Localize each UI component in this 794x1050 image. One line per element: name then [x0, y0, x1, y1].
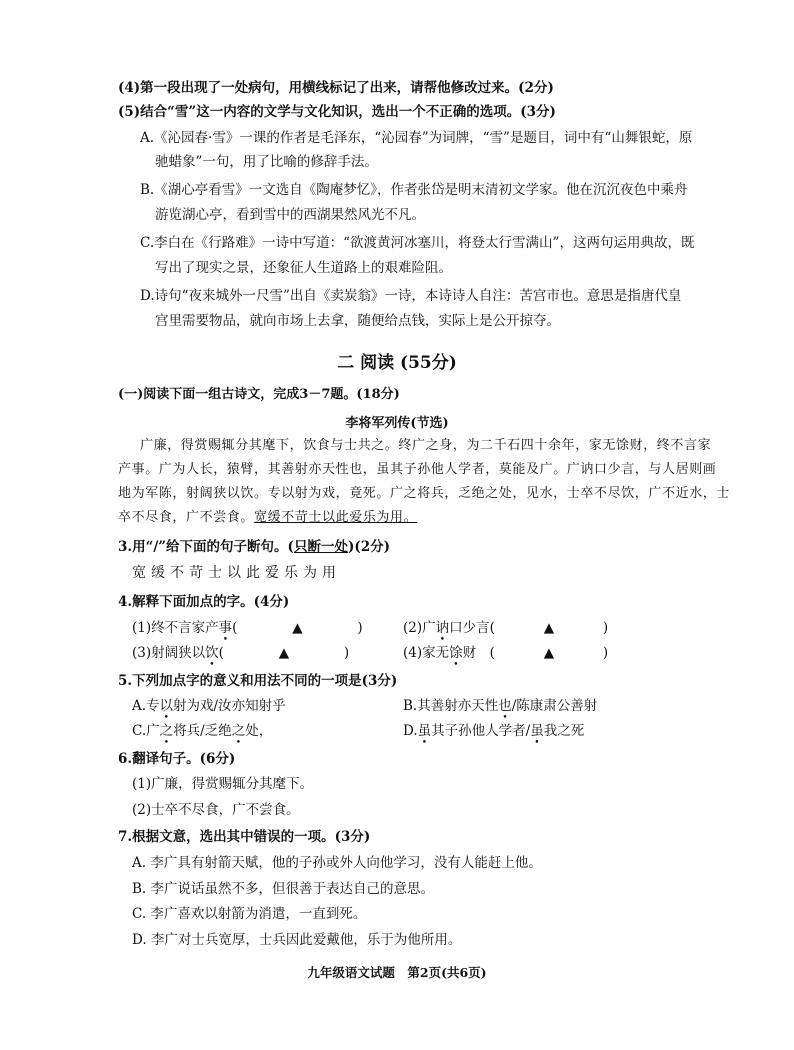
q5-option-c [132, 721, 272, 741]
option-d-line2: 宫里需要物品，就向市场上去拿，随便给点钱，实际上是公开掠夺。 [155, 313, 560, 329]
q3-text-a: 3.用“/”给下面的句子断句。( [118, 539, 294, 555]
q5-c-pre: C.广 [132, 723, 160, 739]
dotted-char: 虽 [417, 723, 432, 739]
q3-sentence: 宽缓不苛士以此爱乐为用 [132, 565, 341, 581]
answer-triangle-icon: ▲ [278, 645, 290, 661]
option-a-line1: A.《沁园春·雪》一课的作者是毛泽东，“沁园春”为词牌，“雪”是题目，词中有“山舞银蛇，原 [140, 130, 693, 146]
q7-option-d: D. 李广对士兵宽厚，士兵因此爱戴他，乐于为他所用。 [132, 932, 462, 948]
q4-item-1 [132, 618, 363, 638]
q5-option-a [132, 696, 286, 716]
dotted-char: 讷 [435, 620, 450, 636]
q4-item-3-open: ( [218, 645, 224, 661]
q6-sentence-1: (1)广廉，得赏赐辄分其麾下。 [132, 776, 314, 792]
section-title: 二 阅读 (55分) [337, 353, 457, 373]
option-b-line2: 游览湖心亭，看到雪中的西湖果然风光不凡。 [155, 207, 425, 223]
underlined-sentence: 宽缓不苛士以此爱乐为用。 [254, 510, 418, 525]
passage-line-1: 广廉，得赏赐辄分其麾下，饮食与士共之。终广之身，为二千石四十余年，家无馀财，终不言家 [140, 438, 712, 453]
q5-option-b [403, 696, 597, 716]
answer-triangle-icon: ▲ [292, 620, 303, 636]
q5-b-pre: B.其善射亦天性 [403, 698, 499, 714]
q7-option-c: C. 李广喜欢以射箭为消遣，一直到死。 [132, 906, 367, 922]
section-intro: (一)阅读下面一组古诗文，完成3－7题。(18分) [118, 387, 400, 402]
q5-d-pre: D. [403, 723, 418, 739]
q7-option-a: A. 李广具有射箭天赋，他的子孙或外人向他学习，没有人能赶上他。 [132, 855, 542, 871]
q4-item-4-close: ) [602, 645, 609, 661]
question-7-title: 7.根据文意，选出其中错误的一项。(3分) [118, 829, 371, 845]
q5-d-mid: 其子孙他人学者/ [431, 723, 531, 739]
dotted-char: 以 [159, 698, 174, 714]
q7-option-b: B. 李广说话虽然不多，但很善于表达自己的意思。 [132, 881, 435, 897]
option-d-line1: D.诗句“夜来城外一尺雪”出自《卖炭翁》一诗，本诗诗人自注：苦宫市也。意思是指唐代皇 [140, 288, 682, 304]
q4-item-4 [403, 643, 608, 663]
question-4-part1: (4)第一段出现了一处病句，用横线标记了出来，请帮他修改过来。(2分) [118, 80, 554, 96]
q5-d-post: 我之死 [543, 723, 585, 739]
q4-item-2-close: ) [602, 620, 609, 636]
q4-item-1-close: ) [357, 620, 363, 636]
q4-item-4-open: 财 ( [462, 645, 495, 661]
q3-emphasis: 只断一处 [293, 539, 348, 555]
q4-item-2-open: 口少言( [449, 620, 495, 636]
dotted-char: 之 [159, 723, 174, 739]
passage-title: 李将军列传(节选) [345, 416, 449, 431]
question-6-title: 6.翻译句子。(6分) [118, 751, 236, 767]
q5-a-pre: A.专 [132, 698, 160, 714]
q5-option-d [403, 721, 584, 741]
passage-line-4-text: 卒不尽食，广不尝食。 [118, 510, 255, 525]
dotted-char: 馀 [449, 645, 463, 661]
question-3-title [118, 537, 390, 557]
q4-item-3-close: ) [343, 645, 350, 661]
dotted-char: 虽 [530, 723, 544, 739]
option-b-line1: B.《湖心亭看雪》一文选自《陶庵梦忆》，作者张岱是明末清初文学家。他在沉沉夜色中乘舟 [140, 182, 688, 198]
dotted-char: 也 [498, 698, 512, 714]
page-footer: 九年级语文试题 第2页(共6页) [307, 965, 487, 980]
q4-item-1-pre: (1)终不言家产 [132, 620, 219, 636]
q4-item-2-pre: (2)广 [403, 620, 436, 636]
dotted-char: 之 [231, 723, 246, 739]
q4-item-3 [132, 643, 349, 663]
question-5-part1: (5)结合“雪”这一内容的文学与文化知识，选出一个不正确的选项。(3分) [118, 104, 556, 120]
dotted-char: 饮 [205, 645, 219, 661]
option-c-line1: C.李白在《行路难》一诗中写道：“欲渡黄河冰塞川，将登太行雪满山”，这两句运用典故，既 [140, 235, 695, 251]
answer-triangle-icon: ▲ [543, 620, 555, 636]
q6-sentence-2: (2)士卒不尽食，广不尝食。 [132, 802, 300, 818]
q3-text-c: )(2分) [347, 539, 391, 555]
answer-triangle-icon: ▲ [543, 645, 555, 661]
option-c-line2: 写出了现实之景，还象征人生道路上的艰难险阻。 [155, 260, 452, 276]
passage-line-3: 地为军陈，射阔狭以饮。专以射为戏，竟死。广之将兵，乏绝之处，见水，士卒不尽饮，广不近水，士 [118, 486, 731, 501]
option-a-line2: 驰蜡象”一句，用了比喻的修辞手法。 [155, 154, 378, 170]
q5-a-rest: 射为戏/汝亦知射乎 [173, 698, 286, 714]
dotted-char: 事 [218, 620, 233, 636]
question-4-title: 4.解释下面加点的字。(4分) [118, 594, 290, 610]
q4-item-2 [403, 618, 608, 638]
q4-item-3-pre: (3)射阔狭以 [132, 645, 206, 661]
q4-item-4-pre: (4)家无 [403, 645, 450, 661]
q5-c-post: 处， [245, 723, 273, 739]
passage-line-2: 产事。广为人长，猿臂，其善射亦天性也，虽其子孙他人学者，莫能及广。广讷口少言，与人居则画 [118, 462, 717, 477]
q5-b-rest: /陈康肃公善射 [511, 698, 598, 714]
q4-item-1-open: ( [232, 620, 238, 636]
q5-c-mid: 将兵/乏绝 [173, 723, 232, 739]
question-5-title: 5.下列加点字的意义和用法不同的一项是(3分) [118, 673, 398, 689]
passage-line-4 [118, 508, 417, 528]
